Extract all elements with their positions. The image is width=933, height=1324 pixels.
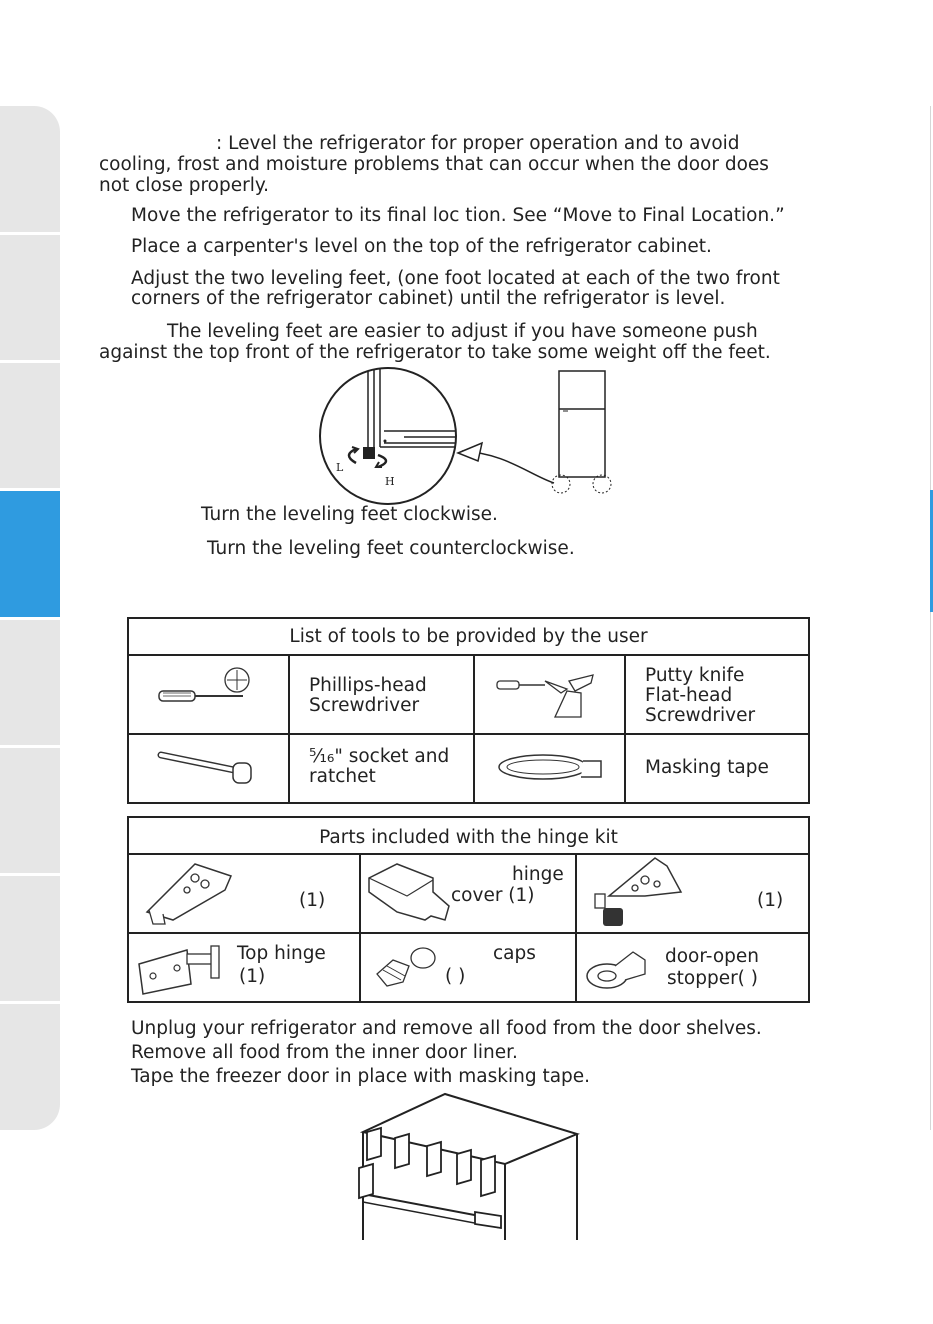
phillips-label-1: Phillips-head: [309, 675, 427, 696]
part-2-line-1: hinge: [512, 864, 564, 885]
part-4-line-1: Top hinge: [237, 943, 326, 964]
masking-tape-icon: [497, 751, 607, 787]
phillips-label-2: Screwdriver: [309, 695, 420, 716]
note-line-1: The leveling feet are easier to adjust if you have someone push: [167, 321, 758, 342]
intro-line-3: not close properly.: [99, 175, 270, 196]
turn-clockwise: Turn the leveling feet clockwise.: [201, 504, 498, 525]
section-tabs: [0, 106, 60, 1130]
note-line-2: against the top front of the refrigerator to take some weight off the feet.: [99, 342, 771, 363]
socket-label-2: ratchet: [309, 766, 376, 787]
bottom-hinge-icon: [585, 856, 695, 930]
socket-ratchet-icon: [159, 749, 259, 789]
hinge-cover-icon: [367, 862, 457, 928]
instruction-2: Remove all food from the inner door liner.: [131, 1042, 518, 1063]
part-1-qty: (1): [299, 890, 326, 911]
instruction-3: Tape the freezer door in place with masking tape.: [131, 1066, 591, 1087]
section-tab-6[interactable]: [0, 748, 60, 873]
parts-table: [127, 816, 810, 1003]
socket-label-1: ⁵⁄₁₆" socket and: [309, 746, 450, 767]
taped-fridge-illustration: [355, 1094, 585, 1244]
masking-tape-label: Masking tape: [645, 757, 769, 778]
part-4-line-2: (1): [239, 966, 266, 987]
intro-line-2: cooling, frost and moisture problems that can occur when the door does: [99, 154, 769, 175]
section-tab-3[interactable]: [0, 363, 60, 488]
intro-line-1: : Level the refrigerator for proper operation and to avoid: [216, 133, 740, 154]
tools-table: [127, 617, 810, 804]
part-2-line-2: cover (1): [451, 885, 535, 906]
door-open-stopper-icon: [585, 946, 665, 996]
section-tab-7[interactable]: [0, 876, 60, 1001]
right-edge-line: [930, 106, 931, 1130]
step-3-line-2: corners of the refrigerator cabinet) until the refrigerator is level.: [131, 288, 726, 309]
putty-label-3: Screwdriver: [645, 705, 756, 726]
part-5-line-2: ( ): [445, 966, 466, 987]
step-3-line-1: Adjust the two leveling feet, (one foot located at each of the two front: [131, 268, 780, 289]
section-tab-5[interactable]: [0, 620, 60, 745]
middle-hinge-icon: [139, 858, 249, 930]
section-tab-2[interactable]: [0, 235, 60, 360]
parts-table-title: Parts included with the hinge kit: [319, 827, 618, 848]
instruction-1: Unplug your refrigerator and remove all food from the door shelves.: [131, 1018, 762, 1039]
step-1: Move the refrigerator to its final loc tion. See “Move to Final Location.”: [131, 205, 785, 226]
top-hinge-icon: [137, 942, 237, 998]
putty-label-2: Flat-head: [645, 685, 733, 706]
phillips-screwdriver-icon: [157, 667, 267, 717]
part-6-line-1: door-open: [665, 946, 759, 967]
part-5-line-1: caps: [493, 943, 536, 964]
turn-counterclockwise: Turn the leveling feet counterclockwise.: [207, 538, 575, 559]
leveling-foot-diagram: [300, 365, 630, 505]
putty-knife-icon: [495, 673, 605, 728]
part-3-qty: (1): [757, 890, 784, 911]
section-tab-8[interactable]: [0, 1004, 60, 1130]
label-l: L: [336, 461, 344, 474]
putty-label-1: Putty knife: [645, 665, 745, 686]
part-6-line-2: stopper( ): [667, 968, 759, 989]
tools-table-title: List of tools to be provided by the user: [289, 626, 648, 647]
section-tab-4-active[interactable]: [0, 491, 60, 617]
screw-caps-icon: [373, 946, 443, 996]
section-tab-1[interactable]: [0, 106, 60, 232]
label-h: H: [385, 475, 395, 488]
step-2: Place a carpenter's level on the top of the refrigerator cabinet.: [131, 236, 712, 257]
